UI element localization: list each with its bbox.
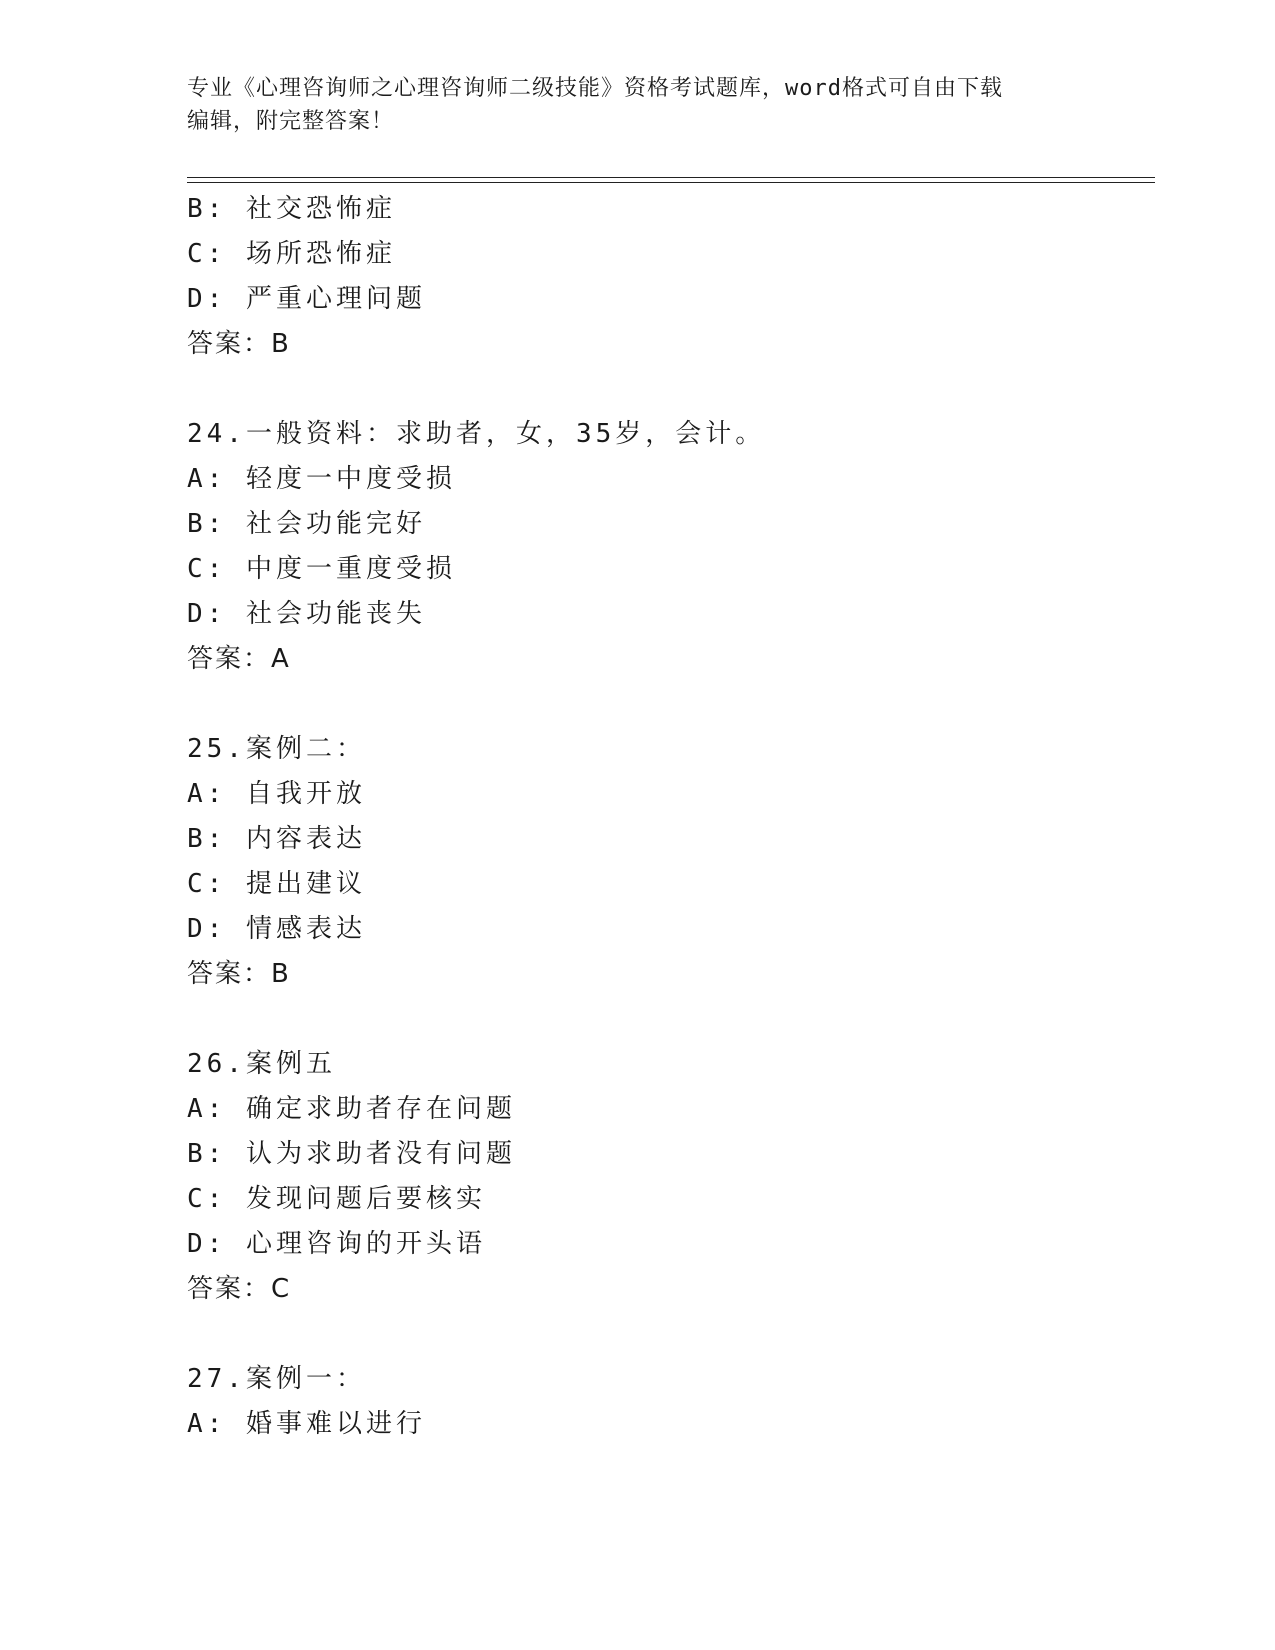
q26-option-d: D: 心理咨询的开头语 (187, 1229, 486, 1259)
q24-option-b: B: 社会功能完好 (187, 509, 426, 539)
q26-answer: 答案：C (187, 1274, 292, 1304)
q26-option-c: C: 发现问题后要核实 (187, 1184, 486, 1214)
q25-answer: 答案：B (187, 959, 291, 989)
q24-option-c: C: 中度一重度受损 (187, 554, 456, 584)
header-line-1: 专业《心理咨询师之心理咨询师二级技能》资格考试题库，word格式可自由下载 (187, 76, 1003, 101)
header-divider-bottom (187, 182, 1155, 183)
q24-stem: 24.一般资料：求助者，女，35岁，会计。 (187, 419, 766, 449)
q26-option-b: B: 认为求助者没有问题 (187, 1139, 516, 1169)
q25-stem: 25.案例二： (187, 734, 366, 764)
header-divider-top (187, 177, 1155, 178)
q25-option-d: D: 情感表达 (187, 914, 366, 944)
q23-option-c: C: 场所恐怖症 (187, 239, 396, 269)
q23-option-d: D: 严重心理问题 (187, 284, 426, 314)
q23-option-b: B: 社交恐怖症 (187, 194, 396, 224)
q24-option-d: D: 社会功能丧失 (187, 599, 426, 629)
q26-option-a: A: 确定求助者存在问题 (187, 1094, 516, 1124)
q25-option-a: A: 自我开放 (187, 779, 366, 809)
q24-answer: 答案：A (187, 644, 291, 674)
q26-stem: 26.案例五 (187, 1049, 336, 1079)
q24-option-a: A: 轻度一中度受损 (187, 464, 456, 494)
document-header (187, 72, 1087, 138)
header-line-2: 编辑，附完整答案！ (187, 109, 395, 134)
q23-answer: 答案：B (187, 329, 291, 359)
q27-stem: 27.案例一： (187, 1364, 366, 1394)
q25-option-b: B: 内容表达 (187, 824, 366, 854)
q27-option-a: A: 婚事难以进行 (187, 1409, 426, 1439)
q25-option-c: C: 提出建议 (187, 869, 366, 899)
